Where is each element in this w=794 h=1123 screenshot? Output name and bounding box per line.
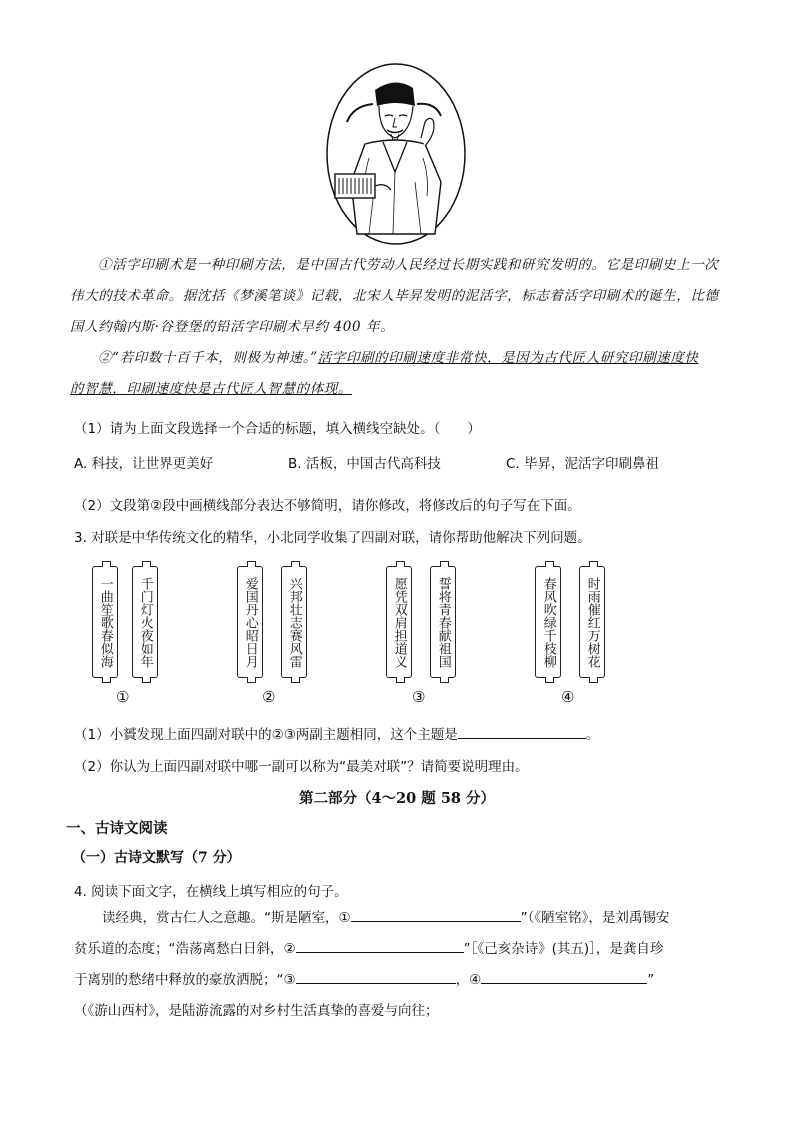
option-b[interactable]: B. 活板，中国古代高科技 [288,456,441,472]
answer-blank-theme[interactable] [458,724,586,739]
question-4: 4. 阅读下面文字，在横线上填写相应的句子。 [74,884,348,900]
couplet-3-left: 愿凭双肩担道义 [386,566,412,678]
answer-blank-1[interactable] [351,907,521,922]
paragraph-2-underlined-b: 的智慧，印刷速度快是古代匠人智慧的体现。 [70,381,352,397]
paragraph-2-quote: ②“若印数十百千本，则极为神速。” [98,350,318,366]
couplet-1-right: 千门灯火夜如年 [132,566,158,678]
part-2-title: 第二部分（4～20 题 58 分） [298,790,496,807]
question-3-2: （2）你认为上面四副对联中哪一副可以称为“最美对联”？请简要说明理由。 [74,759,529,775]
question-4-passage [74,903,734,1027]
couplet-4-left: 春风吹绿千枝柳 [535,566,561,678]
paragraph-1-line-2: 伟大的技术革命。据沈括《梦溪笔谈》记载，北宋人毕昇发明的泥活字，标志着活字印刷术的诞生，比德 [70,288,719,304]
q4-line-3-a: 于离别的愁绪中释放的豪放洒脱；“③ [74,972,296,988]
answer-blank-2[interactable] [296,938,464,953]
paragraph-1-line-3: 国人约翰内斯·谷登堡的铅活字印刷术早约 400 年。 [70,319,395,335]
q4-line-4: （《游山西村》，是陆游流露的对乡村生活真挚的喜爱与向往； [74,1003,439,1019]
couplet-2-left: 爱国丹心昭日月 [237,566,263,678]
question-3-1-text: （1）小贇发现上面四副对联中的②③两副主题相同，这个主题是 [74,727,458,743]
option-c[interactable]: C. 毕昇，泥活字印刷鼻祖 [506,456,660,472]
question-3: 3. 对联是中华传统文化的精华，小北同学收集了四副对联，请你帮助他解决下列问题。 [74,530,591,546]
couplet-3-right: 誓将青春献祖国 [430,566,456,678]
passage-paragraph-2 [70,343,730,405]
couplet-3-number: ③ [412,688,426,706]
q4-line-2-a: 贫乐道的态度；“浩荡离愁白日斜，② [74,941,296,957]
question-3-1 [74,723,599,743]
question-1-options [74,452,734,472]
q4-line-1-a: 读经典，赏古仁人之意趣。“斯是陋室，① [102,910,351,926]
scholar-portrait-illustration [325,62,467,246]
question-2: （2）文段第②段中画横线部分表达不够简明，请你修改，将修改后的句子写在下面。 [74,498,581,514]
couplet-4-number: ④ [561,688,575,706]
q4-line-1-b: ”（《陋室铭》，是刘禹锡安 [520,910,670,926]
section-heading-poetry-reading: 一、古诗文阅读 [66,820,168,837]
couplet-2-right: 兴邦壮志赛风雷 [281,566,307,678]
answer-blank-4[interactable] [481,969,647,984]
paragraph-1-line-1: ①活字印刷术是一种印刷方法，是中国古代劳动人民经过长期实践和研究发明的。它是印刷史上一次 [98,257,719,273]
couplet-1-number: ① [116,688,130,706]
question-1: （1）请为上面文段选择一个合适的标题，填入横线空缺处。（ ） [74,421,481,437]
answer-blank-3[interactable] [296,969,456,984]
couplet-1-left: 一曲笙歌春似海 [92,566,118,678]
passage-paragraph-1 [70,250,730,343]
paragraph-2-underlined-a: 活字印刷的印刷速度非常快，是因为古代匠人研究印刷速度快 [317,350,699,366]
q4-line-3-c: ” [647,972,655,988]
couplet-2-number: ② [262,688,276,706]
option-a[interactable]: A. 科技，让世界更美好 [74,456,214,472]
q4-line-3-b: ，④ [455,972,482,988]
subsection-heading-recitation: （一）古诗文默写（7 分） [72,850,241,866]
couplet-4-right: 时雨催红万树花 [579,566,605,678]
question-3-1-end: 。 [585,727,600,743]
q4-line-2-b: ”［《己亥杂诗》(其五)］，是龚自珍 [463,941,664,957]
